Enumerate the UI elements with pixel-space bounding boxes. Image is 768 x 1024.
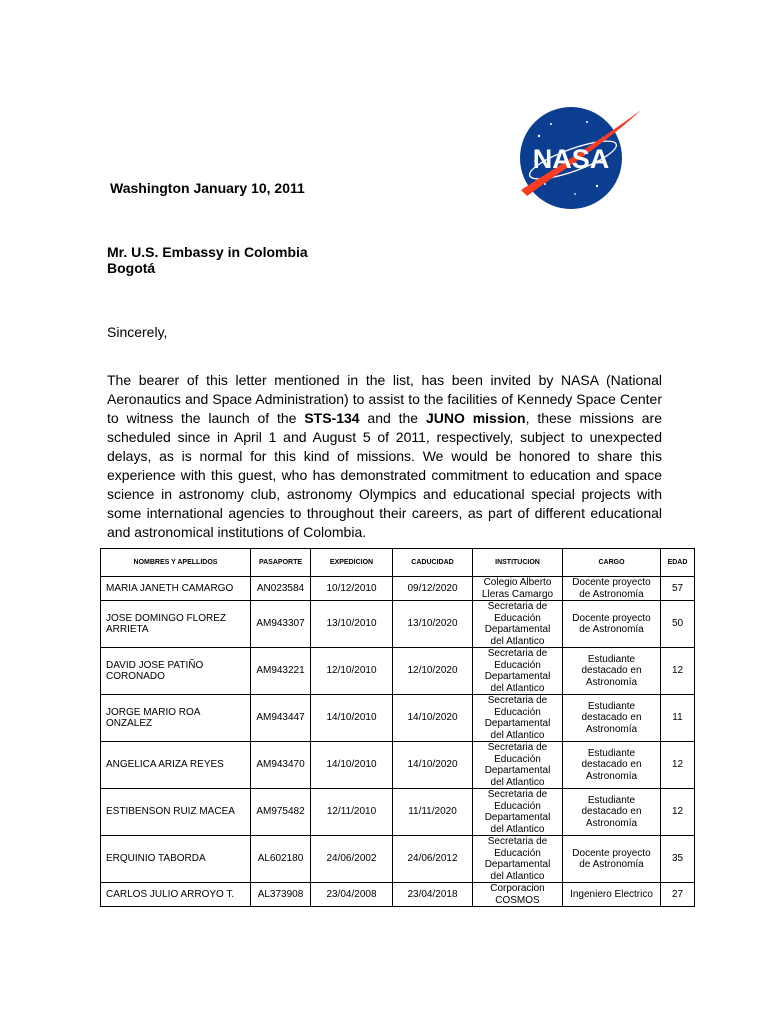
cell-age: 12 [661,648,695,695]
table-row [101,883,695,907]
mission-sts-134: STS-134 [304,410,360,426]
letter-date: Washington January 10, 2011 [110,180,305,196]
cell-institution: Colegio Alberto Lleras Camargo [473,577,563,601]
body-text-part: and the [359,410,426,426]
cell-passport: AN023584 [251,577,311,601]
logo-text: NASA [532,144,610,174]
cell-expires: 13/10/2020 [393,601,473,648]
cell-expires: 12/10/2020 [393,648,473,695]
cell-name: ERQUINIO TABORDA [101,836,251,883]
cell-issued: 24/06/2002 [311,836,393,883]
cell-issued: 12/11/2010 [311,789,393,836]
column-header: INSTITUCION [473,549,563,577]
column-header: EDAD [661,549,695,577]
salutation: Sincerely, [107,324,168,340]
body-text-part: The bearer of this letter mentioned in the list, has been invited by NASA (National Aeronautics and Space Administration) to assist to the facilities of Kennedy Space Center to witness the launch of the [107,372,662,426]
cell-position: Docente proyecto de Astronomía [563,836,661,883]
column-header: PASAPORTE [251,549,311,577]
cell-age: 57 [661,577,695,601]
recipient-city: Bogotá [107,260,156,276]
cell-name: DAVID JOSE PATIÑO CORONADO [101,648,251,695]
column-header: CADUCIDAD [393,549,473,577]
cell-passport: AM975482 [251,789,311,836]
cell-age: 12 [661,742,695,789]
table-row [101,648,695,695]
cell-name: JOSE DOMINGO FLOREZ ARRIETA [101,601,251,648]
cell-age: 35 [661,836,695,883]
cell-age: 50 [661,601,695,648]
guest-table [100,548,695,907]
cell-expires: 09/12/2020 [393,577,473,601]
cell-name: JORGE MARIO ROA ONZALEZ [101,695,251,742]
table-row [101,577,695,601]
cell-position: Estudiante destacado en Astronomía [563,695,661,742]
cell-position: Ingeniero Electrico [563,883,661,907]
cell-institution: Secretaria de Educación Departamental del Atlantico [473,601,563,648]
table-row [101,695,695,742]
cell-position: Estudiante destacado en Astronomía [563,648,661,695]
cell-age: 11 [661,695,695,742]
mission-juno: JUNO mission [425,410,526,426]
table-row [101,601,695,648]
cell-passport: AM943221 [251,648,311,695]
cell-expires: 14/10/2020 [393,695,473,742]
cell-position: Docente proyecto de Astronomía [563,577,661,601]
cell-institution: Secretaria de Educación Departamental del Atlantico [473,789,563,836]
table-row [101,789,695,836]
cell-name: ANGELICA ARIZA REYES [101,742,251,789]
cell-name: MARIA JANETH CAMARGO [101,577,251,601]
cell-institution: Secretaria de Educación Departamental del Atlantico [473,836,563,883]
cell-name: CARLOS JULIO ARROYO T. [101,883,251,907]
cell-issued: 14/10/2010 [311,695,393,742]
column-header: EXPEDICION [311,549,393,577]
column-header: CARGO [563,549,661,577]
cell-passport: AM943447 [251,695,311,742]
cell-issued: 14/10/2010 [311,742,393,789]
cell-institution: Secretaria de Educación Departamental del Atlantico [473,742,563,789]
column-header: NOMBRES Y APELLIDOS [101,549,251,577]
cell-position: Estudiante destacado en Astronomía [563,789,661,836]
cell-issued: 23/04/2008 [311,883,393,907]
cell-issued: 13/10/2010 [311,601,393,648]
cell-issued: 10/12/2010 [311,577,393,601]
nasa-logo [515,106,642,210]
cell-institution: Corporacion COSMOS [473,883,563,907]
cell-age: 27 [661,883,695,907]
cell-age: 12 [661,789,695,836]
cell-institution: Secretaria de Educación Departamental del Atlantico [473,695,563,742]
cell-passport: AL602180 [251,836,311,883]
cell-expires: 11/11/2020 [393,789,473,836]
cell-passport: AM943470 [251,742,311,789]
recipient-name: Mr. U.S. Embassy in Colombia [107,244,308,260]
cell-passport: AM943307 [251,601,311,648]
cell-expires: 24/06/2012 [393,836,473,883]
body-text-part: , these missions are scheduled since in April 1 and August 5 of 2011, respectively, subject to unexpected delays, as is normal for this kind of missions. We would be honored to share this experience with this guest, who has demonstrated commitment to education and space science in astronomy club, astronomy Olympics and educational special projects with some international agencies to throughout their careers, as part of different educational and astronomical institutions of Colombia. [107,410,662,540]
cell-issued: 12/10/2010 [311,648,393,695]
table-row [101,836,695,883]
cell-institution: Secretaria de Educación Departamental del Atlantico [473,648,563,695]
recipient-block [107,244,308,276]
cell-position: Docente proyecto de Astronomía [563,601,661,648]
cell-expires: 23/04/2018 [393,883,473,907]
cell-position: Estudiante destacado en Astronomía [563,742,661,789]
table-header-row [101,549,695,577]
letter-body [107,371,662,542]
table-row [101,742,695,789]
cell-passport: AL373908 [251,883,311,907]
cell-expires: 14/10/2020 [393,742,473,789]
cell-name: ESTIBENSON RUIZ MACEA [101,789,251,836]
